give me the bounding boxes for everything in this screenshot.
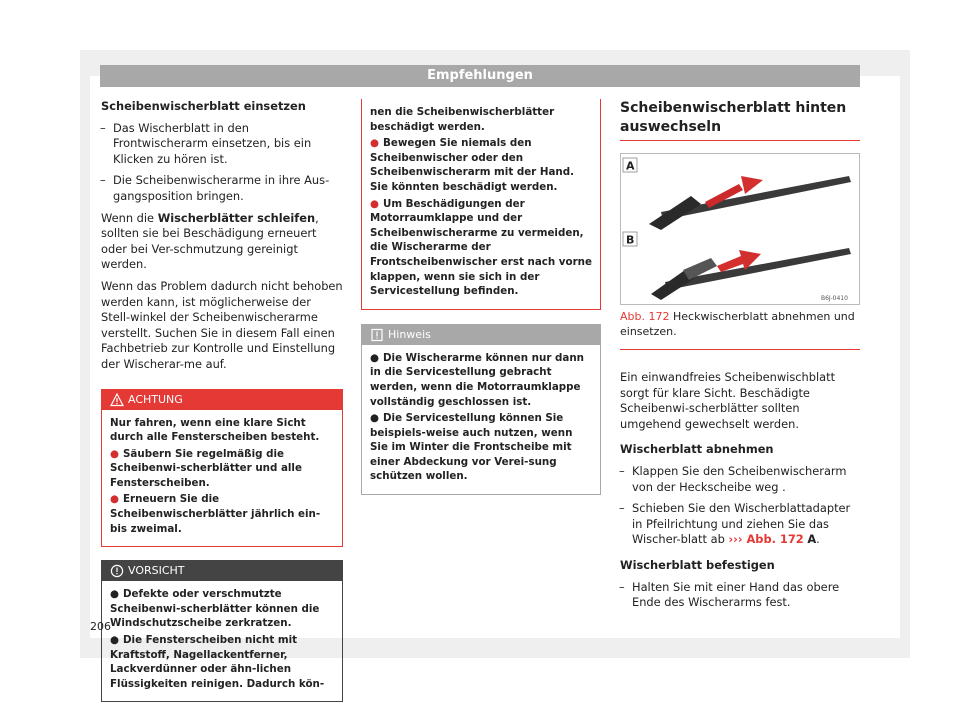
caution-box xyxy=(101,560,343,702)
subheading: Wischerblatt befestigen xyxy=(620,557,775,572)
bullet-icon: ● xyxy=(110,447,119,460)
list-item-text: Erneuern Sie die Scheibenwischerblätter jährlich ein- bis zweimal. xyxy=(110,493,321,535)
note-icon xyxy=(370,328,384,342)
step-item: – Das Wischerblatt in den Frontwischerarm einsetzen, bis ein Klicken zu hören ist. xyxy=(101,121,343,168)
panel-a xyxy=(643,164,857,230)
list-item xyxy=(370,411,592,484)
caption-text: Heckwischerblatt abnehmen und einsetzen. xyxy=(620,310,855,338)
caution-header xyxy=(102,561,342,581)
figure-ref: Abb. 172 xyxy=(620,310,670,323)
list-item-text: Bewegen Sie niemals den Scheibenwischer oder den Scheibenwischerarm mit der Hand. Sie könnten beschädigt werden. xyxy=(370,137,575,193)
warning-box-continued xyxy=(361,99,601,310)
bullet-icon: ● xyxy=(110,634,119,647)
page-number: 206 xyxy=(90,620,111,633)
step-item xyxy=(620,501,860,548)
column-middle xyxy=(361,99,601,495)
list-item-text: Um Beschädigungen der Motorraumklappe und der Scheibenwischerarme zu vermeiden, die Wischerarme der Frontscheibenwischer erst nach vorne klappen, wenn sie sich in der Servicestellung befinden. xyxy=(370,197,592,298)
list-item-text: Die Fensterscheiben nicht mit Kraftstoff, Nagellackentferner, Lackverdünner oder ähn-lichen Flüssigkeiten reinigen. Dadurch kön- xyxy=(110,634,325,690)
text: Schieben Sie den Wischerblattadapter in Pfeilrichtung und ziehen Sie das Wischer-blatt ab xyxy=(632,501,851,547)
note-label: Hinweis xyxy=(388,327,431,341)
paragraph: Ein einwandfreies Scheibenwischblatt sorgt für klare Sicht. Beschädigte Scheibenwi-scherblätter sollten umgehend gewechselt werden. xyxy=(620,370,836,431)
subheading: Wischerblatt abnehmen xyxy=(620,442,774,457)
bold-text: Wischerblätter schleifen xyxy=(157,210,316,225)
list-item xyxy=(370,136,592,194)
note-body xyxy=(362,345,600,494)
list-item xyxy=(110,447,334,491)
warning-triangle-icon xyxy=(110,393,124,407)
list-item-text: Die Wischerarme können nur dann in die Servicestellung gebracht werden, wenn die Motorraumklappe vollständig geschlossen ist. xyxy=(370,351,584,408)
bullet-icon: ● xyxy=(370,137,379,150)
section-title: Scheibenwischerblatt hinten auswechseln xyxy=(620,99,860,141)
warning-body xyxy=(102,410,342,547)
note-header xyxy=(362,325,600,345)
figure-code: B6J-0410 xyxy=(821,295,848,302)
list-item xyxy=(110,587,334,631)
list-item xyxy=(110,492,334,536)
warning-box xyxy=(101,389,343,548)
text: , sollten sie bei Beschädigung erneuert oder bei Ver-schmutzung gereinigt werden. xyxy=(101,210,319,272)
bullet-icon: ● xyxy=(370,412,379,425)
step-item: – Halten Sie mit einer Hand das obere Ende des Wischerarms fest. xyxy=(620,580,860,611)
figure-link[interactable]: ››› Abb. 172 xyxy=(728,532,804,547)
text: Wenn die xyxy=(101,210,158,225)
warning-text: nen die Scheibenwischerblätter beschädigt werden. xyxy=(370,106,555,133)
caution-label: VORSICHT xyxy=(128,564,185,578)
list-item-text: Die Servicestellung können Sie beispiels-weise auch nutzen, wenn Sie im Winter die Frontscheibe mit einer Abdeckung vor Verei-sung schützen wollen. xyxy=(370,412,573,483)
list-item xyxy=(370,197,592,299)
warning-label: ACHTUNG xyxy=(128,392,183,406)
bullet-icon: ● xyxy=(110,493,119,506)
column-left xyxy=(101,99,343,702)
wiper-illustration xyxy=(621,154,859,304)
info-circle-icon xyxy=(110,564,124,578)
paragraph xyxy=(101,211,343,273)
figure-label-a: A xyxy=(626,159,635,173)
warning-body xyxy=(362,99,600,309)
note-box xyxy=(361,324,601,495)
list-item xyxy=(370,351,592,409)
bullet-icon: ● xyxy=(110,588,119,601)
paragraph: Wenn das Problem dadurch nicht behoben werden kann, ist möglicherweise der Stell-winkel der Scheibenwischerarme verstellt. Suchen Sie in diesem Fall einen Fachbetrieb zur Kontrolle und Einstellung der Wischerar-me auf. xyxy=(101,278,343,371)
step-item: – Klappen Sie den Scheibenwischerarm von der Heckscheibe weg . xyxy=(620,464,860,495)
bullet-icon: ● xyxy=(370,197,379,210)
bullet-icon: ● xyxy=(370,351,379,364)
text: . xyxy=(816,532,820,547)
list-item-text: Defekte oder verschmutzte Scheibenwi-scherblätter können die Windschutzscheibe zerkratzen. xyxy=(110,588,320,630)
list-item-text: Säubern Sie regelmäßig die Scheibenwi-scherblätter und alle Fensterscheiben. xyxy=(110,447,302,489)
step-item: – Die Scheibenwischerarme in ihre Aus-gangsposition bringen. xyxy=(101,173,343,204)
list-item xyxy=(110,633,334,691)
figure-panel-ref: A xyxy=(807,532,817,547)
warning-intro: Nur fahren, wenn eine klare Sicht durch alle Fensterscheiben besteht. xyxy=(110,416,320,444)
warning-header xyxy=(102,390,342,410)
figure-label-b: B xyxy=(626,233,635,247)
section-title: Scheibenwischerblatt einsetzen xyxy=(101,99,306,113)
figure-caption xyxy=(620,310,860,350)
column-right xyxy=(620,99,860,617)
wiper-figure xyxy=(620,153,860,305)
caution-body xyxy=(102,581,342,701)
section-header: Empfehlungen xyxy=(100,65,860,87)
